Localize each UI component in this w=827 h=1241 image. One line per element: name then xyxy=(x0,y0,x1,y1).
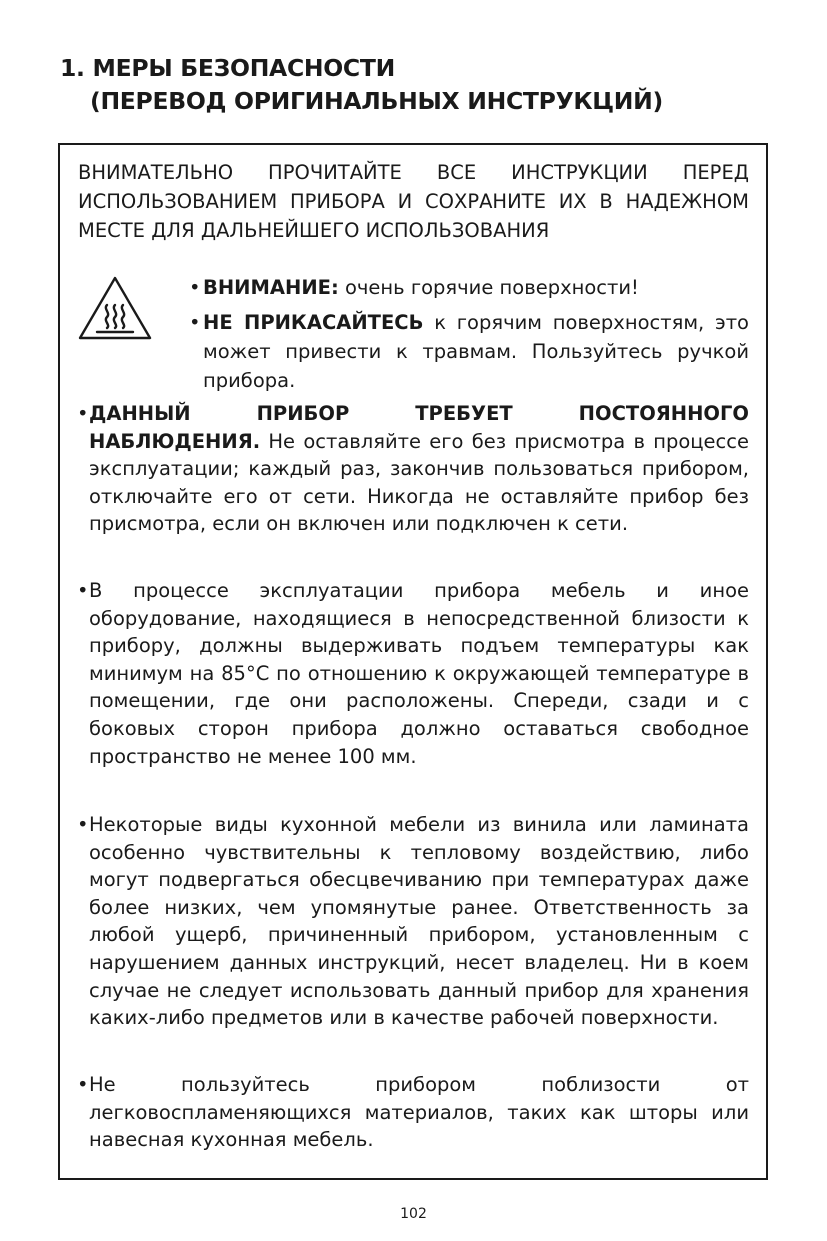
section-title-line-2: (ПЕРЕВОД ОРИГИНАЛЬНЫХ ИНСТРУКЦИЙ) xyxy=(90,87,663,115)
hot-surface-warning-icon xyxy=(77,275,153,341)
safety-bullet-flammable xyxy=(77,1071,749,1154)
safety-bullet-furniture-temperature xyxy=(77,577,749,770)
bullet-marker: • xyxy=(189,311,201,334)
safety-bullet-vinyl-laminate xyxy=(77,811,749,1032)
bullet-label: ДАННЫЙ ПРИБОР ТРЕБУЕТ ПОСТОЯННОГО НАБЛЮДЕНИЯ. xyxy=(89,402,749,453)
bullet-text: В процессе эксплуатации прибора мебель и иное оборудование, находящиеся в непосредственной близости к прибору, должны выдерживать подъем температуры как минимум на 85°C по отношению к окружающей температуре в помещении, где они расположены. Спереди, сзади и с боковых сторон прибора должно оставаться свободное пространство не менее 100 мм. xyxy=(89,579,749,768)
bullet-marker: • xyxy=(77,813,89,836)
callout-label: ВНИМАНИЕ: xyxy=(203,276,339,299)
callout-warning xyxy=(189,273,749,302)
section-title xyxy=(60,52,780,118)
callout-do-not-touch xyxy=(189,308,749,396)
safety-bullet-supervision xyxy=(77,400,749,538)
bullet-text: Некоторые виды кухонной мебели из винила или ламината особенно чувствительны к тепловому воздействию, либо могут подвергаться обесцвечиванию при температурах даже более низких, чем упомянутые ранее. Ответственность за любой ущерб, причиненный прибором, установленным с нарушением данных инструкций, несет владелец. Ни в коем случае не следует использовать данный прибор для хранения каких-либо предметов или в качестве рабочей поверхности. xyxy=(89,813,749,1030)
bullet-marker: • xyxy=(77,579,89,602)
bullet-marker: • xyxy=(189,276,201,299)
callout-text: к горячим поверхностям, это может привести к травмам. Пользуйтесь ручкой прибора. xyxy=(203,311,749,393)
callout-label: НЕ ПРИКАСАЙТЕСЬ xyxy=(203,311,424,334)
section-title-line-1: 1. МЕРЫ БЕЗОПАСНОСТИ xyxy=(60,54,395,82)
page-number: 102 xyxy=(400,1206,427,1222)
bullet-marker: • xyxy=(77,1073,89,1096)
bullet-text: Не оставляйте его без присмотра в процессе эксплуатации; каждый раз, закончив пользоваться прибором, отключайте его от сети. Никогда не оставляйте прибор без присмотра, если он включен или подключен к сети. xyxy=(89,429,749,536)
bullet-text: Не пользуйтесь прибором поблизости от легковоспламеняющихся материалов, таких как шторы или навесная кухонная мебель. xyxy=(89,1073,749,1152)
callout-text: очень горячие поверхности! xyxy=(338,276,639,299)
bullet-marker: • xyxy=(77,402,89,425)
intro-notice: ВНИМАТЕЛЬНО ПРОЧИТАЙТЕ ВСЕ ИНСТРУКЦИИ ПЕРЕД ИСПОЛЬЗОВАНИЕМ ПРИБОРА И СОХРАНИТЕ ИХ В НАДЕЖНОМ МЕСТЕ ДЛЯ ДАЛЬНЕЙШЕГО ИСПОЛЬЗОВАНИЯ xyxy=(78,161,749,243)
